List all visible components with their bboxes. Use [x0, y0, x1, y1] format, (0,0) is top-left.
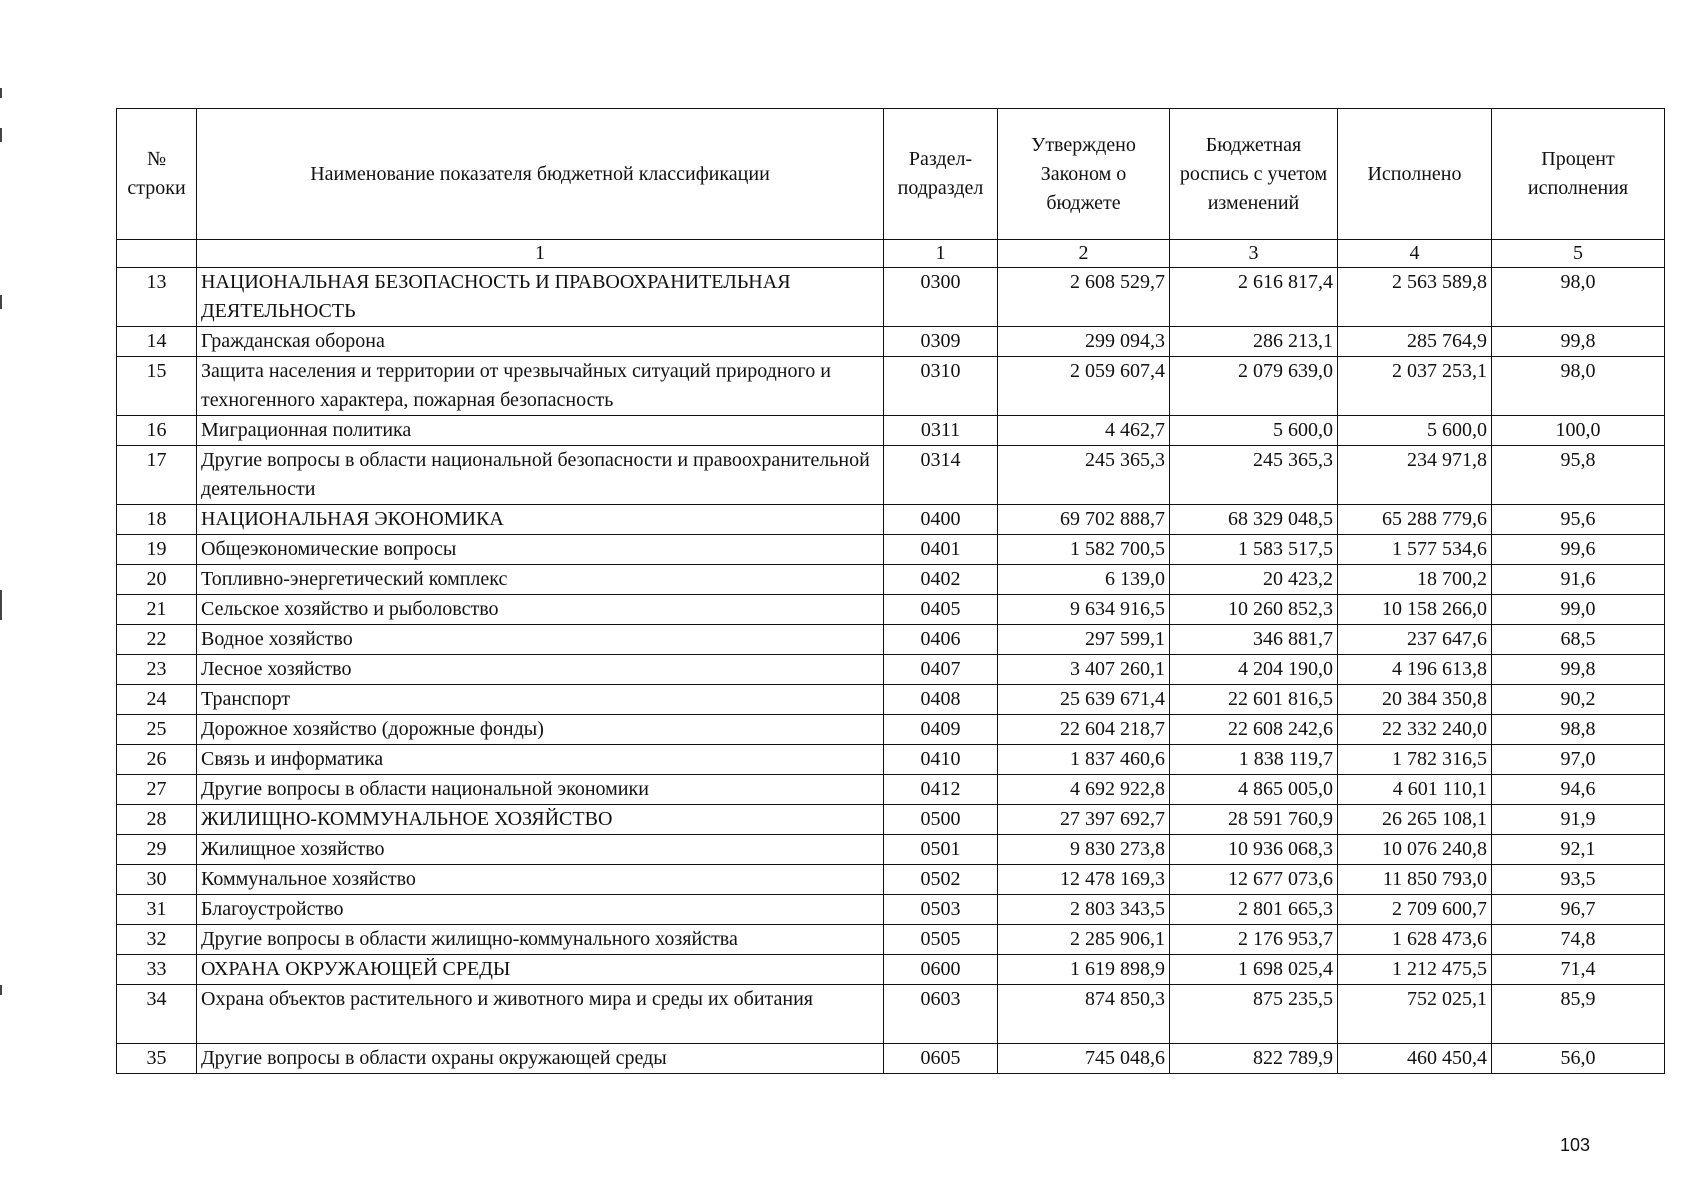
table-row — [117, 835, 1665, 865]
indicator-name: Другие вопросы в области охраны окружающей среды — [197, 1044, 884, 1074]
table-row — [117, 775, 1665, 805]
approved-amount: 874 850,3 — [998, 985, 1170, 1044]
executed-amount: 11 850 793,0 — [1338, 865, 1492, 895]
budget-amount: 10 936 068,3 — [1170, 835, 1338, 865]
section-code: 0503 — [884, 895, 998, 925]
executed-amount: 10 076 240,8 — [1338, 835, 1492, 865]
section-code: 0406 — [884, 625, 998, 655]
executed-amount: 22 332 240,0 — [1338, 715, 1492, 745]
approved-amount: 6 139,0 — [998, 565, 1170, 595]
page-number: 103 — [1560, 1135, 1591, 1155]
table-row — [117, 955, 1665, 985]
indicator-name: Гражданская оборона — [197, 327, 884, 357]
row-number: 33 — [117, 955, 197, 985]
section-code: 0309 — [884, 327, 998, 357]
row-number: 19 — [117, 535, 197, 565]
approved-amount: 25 639 671,4 — [998, 685, 1170, 715]
budget-amount: 20 423,2 — [1170, 565, 1338, 595]
execution-percent: 94,6 — [1492, 775, 1665, 805]
approved-amount: 9 830 273,8 — [998, 835, 1170, 865]
section-code: 0300 — [884, 268, 998, 327]
section-code: 0603 — [884, 985, 998, 1044]
approved-amount: 1 619 898,9 — [998, 955, 1170, 985]
execution-percent: 95,8 — [1492, 446, 1665, 505]
execution-percent: 97,0 — [1492, 745, 1665, 775]
indicator-name: Топливно-энергетический комплекс — [197, 565, 884, 595]
approved-amount: 1 582 700,5 — [998, 535, 1170, 565]
executed-amount: 460 450,4 — [1338, 1044, 1492, 1074]
execution-percent: 99,8 — [1492, 327, 1665, 357]
row-number: 13 — [117, 268, 197, 327]
indicator-name: Коммунальное хозяйство — [197, 865, 884, 895]
approved-amount: 299 094,3 — [998, 327, 1170, 357]
row-number: 34 — [117, 985, 197, 1044]
section-code: 0401 — [884, 535, 998, 565]
section-code: 0412 — [884, 775, 998, 805]
column-number — [117, 240, 197, 268]
section-code: 0409 — [884, 715, 998, 745]
execution-percent: 56,0 — [1492, 1044, 1665, 1074]
execution-percent: 91,9 — [1492, 805, 1665, 835]
budget-amount: 10 260 852,3 — [1170, 595, 1338, 625]
executed-amount: 1 782 316,5 — [1338, 745, 1492, 775]
budget-amount: 875 235,5 — [1170, 985, 1338, 1044]
row-number: 26 — [117, 745, 197, 775]
column-number-row — [117, 240, 1665, 268]
row-number: 24 — [117, 685, 197, 715]
budget-table — [116, 108, 1665, 1074]
section-code: 0405 — [884, 595, 998, 625]
executed-amount: 18 700,2 — [1338, 565, 1492, 595]
table-row — [117, 805, 1665, 835]
table-row — [117, 925, 1665, 955]
table-row — [117, 357, 1665, 416]
column-number: 1 — [197, 240, 884, 268]
indicator-name: Лесное хозяйство — [197, 655, 884, 685]
execution-percent: 99,0 — [1492, 595, 1665, 625]
execution-percent: 100,0 — [1492, 416, 1665, 446]
row-number: 25 — [117, 715, 197, 745]
executed-amount: 2 037 253,1 — [1338, 357, 1492, 416]
budget-amount: 12 677 073,6 — [1170, 865, 1338, 895]
approved-amount: 4 692 922,8 — [998, 775, 1170, 805]
approved-amount: 69 702 888,7 — [998, 505, 1170, 535]
row-number: 17 — [117, 446, 197, 505]
section-code: 0600 — [884, 955, 998, 985]
executed-amount: 65 288 779,6 — [1338, 505, 1492, 535]
table-row — [117, 985, 1665, 1044]
row-number: 23 — [117, 655, 197, 685]
row-number: 35 — [117, 1044, 197, 1074]
indicator-name: Связь и информатика — [197, 745, 884, 775]
row-number: 21 — [117, 595, 197, 625]
indicator-name: Миграционная политика — [197, 416, 884, 446]
execution-percent: 71,4 — [1492, 955, 1665, 985]
row-number: 30 — [117, 865, 197, 895]
indicator-name: Дорожное хозяйство (дорожные фонды) — [197, 715, 884, 745]
table-row — [117, 416, 1665, 446]
table-row — [117, 715, 1665, 745]
header-name: Наименование показателя бюджетной классификации — [197, 109, 884, 240]
row-number: 20 — [117, 565, 197, 595]
execution-percent: 68,5 — [1492, 625, 1665, 655]
column-number: 4 — [1338, 240, 1492, 268]
section-code: 0402 — [884, 565, 998, 595]
execution-percent: 74,8 — [1492, 925, 1665, 955]
header-section: Раздел-подраздел — [884, 109, 998, 240]
execution-percent: 91,6 — [1492, 565, 1665, 595]
section-code: 0314 — [884, 446, 998, 505]
header-executed: Исполнено — [1338, 109, 1492, 240]
table-row — [117, 865, 1665, 895]
scan-artifact — [0, 128, 2, 142]
row-number: 22 — [117, 625, 197, 655]
indicator-name: Водное хозяйство — [197, 625, 884, 655]
table-row — [117, 505, 1665, 535]
budget-amount: 22 608 242,6 — [1170, 715, 1338, 745]
execution-percent: 92,1 — [1492, 835, 1665, 865]
approved-amount: 2 285 906,1 — [998, 925, 1170, 955]
scan-artifact — [0, 88, 2, 98]
row-number: 31 — [117, 895, 197, 925]
table-row — [117, 745, 1665, 775]
budget-amount: 1 698 025,4 — [1170, 955, 1338, 985]
table-header-row — [117, 109, 1665, 240]
executed-amount: 285 764,9 — [1338, 327, 1492, 357]
budget-amount: 245 365,3 — [1170, 446, 1338, 505]
approved-amount: 745 048,6 — [998, 1044, 1170, 1074]
table-row — [117, 655, 1665, 685]
table-row — [117, 625, 1665, 655]
budget-amount: 822 789,9 — [1170, 1044, 1338, 1074]
budget-amount: 68 329 048,5 — [1170, 505, 1338, 535]
budget-amount: 1 838 119,7 — [1170, 745, 1338, 775]
section-code: 0410 — [884, 745, 998, 775]
indicator-name: Жилищное хозяйство — [197, 835, 884, 865]
section-code: 0505 — [884, 925, 998, 955]
section-code: 0502 — [884, 865, 998, 895]
execution-percent: 90,2 — [1492, 685, 1665, 715]
row-number: 28 — [117, 805, 197, 835]
budget-amount: 4 865 005,0 — [1170, 775, 1338, 805]
table-row — [117, 595, 1665, 625]
table-row — [117, 446, 1665, 505]
budget-amount: 28 591 760,9 — [1170, 805, 1338, 835]
execution-percent: 98,0 — [1492, 268, 1665, 327]
budget-amount: 2 616 817,4 — [1170, 268, 1338, 327]
table-row — [117, 268, 1665, 327]
approved-amount: 2 608 529,7 — [998, 268, 1170, 327]
executed-amount: 752 025,1 — [1338, 985, 1492, 1044]
column-number: 5 — [1492, 240, 1665, 268]
indicator-name: НАЦИОНАЛЬНАЯ БЕЗОПАСНОСТЬ И ПРАВООХРАНИТЕЛЬНАЯ ДЕЯТЕЛЬНОСТЬ — [197, 268, 884, 327]
executed-amount: 1 628 473,6 — [1338, 925, 1492, 955]
approved-amount: 12 478 169,3 — [998, 865, 1170, 895]
budget-amount: 1 583 517,5 — [1170, 535, 1338, 565]
section-code: 0605 — [884, 1044, 998, 1074]
approved-amount: 297 599,1 — [998, 625, 1170, 655]
table-row — [117, 327, 1665, 357]
indicator-name: НАЦИОНАЛЬНАЯ ЭКОНОМИКА — [197, 505, 884, 535]
table-body — [117, 268, 1665, 1074]
row-number: 29 — [117, 835, 197, 865]
budget-amount: 346 881,7 — [1170, 625, 1338, 655]
header-budget-list: Бюджетная роспись с учетом изменений — [1170, 109, 1338, 240]
executed-amount: 1 577 534,6 — [1338, 535, 1492, 565]
column-number: 2 — [998, 240, 1170, 268]
indicator-name: ОХРАНА ОКРУЖАЮЩЕЙ СРЕДЫ — [197, 955, 884, 985]
approved-amount: 1 837 460,6 — [998, 745, 1170, 775]
executed-amount: 5 600,0 — [1338, 416, 1492, 446]
indicator-name: Другие вопросы в области жилищно-коммунального хозяйства — [197, 925, 884, 955]
approved-amount: 27 397 692,7 — [998, 805, 1170, 835]
indicator-name: Другие вопросы в области национальной экономики — [197, 775, 884, 805]
scan-artifact — [0, 295, 2, 309]
table-row — [117, 535, 1665, 565]
section-code: 0311 — [884, 416, 998, 446]
table-row — [117, 1044, 1665, 1074]
executed-amount: 26 265 108,1 — [1338, 805, 1492, 835]
row-number: 32 — [117, 925, 197, 955]
approved-amount: 2 059 607,4 — [998, 357, 1170, 416]
header-approved: Утверждено Законом о бюджете — [998, 109, 1170, 240]
indicator-name: Охрана объектов растительного и животного мира и среды их обитания — [197, 985, 884, 1044]
row-number: 18 — [117, 505, 197, 535]
header-row-no: № строки — [117, 109, 197, 240]
indicator-name: ЖИЛИЩНО-КОММУНАЛЬНОЕ ХОЗЯЙСТВО — [197, 805, 884, 835]
row-number: 14 — [117, 327, 197, 357]
execution-percent: 98,0 — [1492, 357, 1665, 416]
section-code: 0501 — [884, 835, 998, 865]
execution-percent: 93,5 — [1492, 865, 1665, 895]
execution-percent: 95,6 — [1492, 505, 1665, 535]
executed-amount: 1 212 475,5 — [1338, 955, 1492, 985]
section-code: 0310 — [884, 357, 998, 416]
approved-amount: 4 462,7 — [998, 416, 1170, 446]
indicator-name: Другие вопросы в области национальной безопасности и правоохранительной деятельности — [197, 446, 884, 505]
section-code: 0408 — [884, 685, 998, 715]
executed-amount: 234 971,8 — [1338, 446, 1492, 505]
approved-amount: 2 803 343,5 — [998, 895, 1170, 925]
indicator-name: Защита населения и территории от чрезвычайных ситуаций природного и техногенного характера, пожарная безопасность — [197, 357, 884, 416]
column-number: 3 — [1170, 240, 1338, 268]
execution-percent: 98,8 — [1492, 715, 1665, 745]
section-code: 0500 — [884, 805, 998, 835]
section-code: 0400 — [884, 505, 998, 535]
budget-amount: 4 204 190,0 — [1170, 655, 1338, 685]
row-number: 27 — [117, 775, 197, 805]
approved-amount: 9 634 916,5 — [998, 595, 1170, 625]
table-row — [117, 565, 1665, 595]
approved-amount: 3 407 260,1 — [998, 655, 1170, 685]
execution-percent: 96,7 — [1492, 895, 1665, 925]
budget-amount: 22 601 816,5 — [1170, 685, 1338, 715]
executed-amount: 4 196 613,8 — [1338, 655, 1492, 685]
budget-amount: 286 213,1 — [1170, 327, 1338, 357]
indicator-name: Транспорт — [197, 685, 884, 715]
indicator-name: Сельское хозяйство и рыболовство — [197, 595, 884, 625]
executed-amount: 2 563 589,8 — [1338, 268, 1492, 327]
scan-artifact — [0, 590, 2, 620]
table-row — [117, 685, 1665, 715]
executed-amount: 237 647,6 — [1338, 625, 1492, 655]
indicator-name: Благоустройство — [197, 895, 884, 925]
budget-amount: 2 801 665,3 — [1170, 895, 1338, 925]
section-code: 0407 — [884, 655, 998, 685]
budget-amount: 2 079 639,0 — [1170, 357, 1338, 416]
header-percent: Процент исполнения — [1492, 109, 1665, 240]
executed-amount: 2 709 600,7 — [1338, 895, 1492, 925]
approved-amount: 245 365,3 — [998, 446, 1170, 505]
scan-artifact — [0, 985, 2, 995]
budget-amount: 5 600,0 — [1170, 416, 1338, 446]
executed-amount: 20 384 350,8 — [1338, 685, 1492, 715]
executed-amount: 10 158 266,0 — [1338, 595, 1492, 625]
execution-percent: 99,6 — [1492, 535, 1665, 565]
indicator-name: Общеэкономические вопросы — [197, 535, 884, 565]
execution-percent: 85,9 — [1492, 985, 1665, 1044]
table-row — [117, 895, 1665, 925]
row-number: 16 — [117, 416, 197, 446]
approved-amount: 22 604 218,7 — [998, 715, 1170, 745]
budget-amount: 2 176 953,7 — [1170, 925, 1338, 955]
column-number: 1 — [884, 240, 998, 268]
executed-amount: 4 601 110,1 — [1338, 775, 1492, 805]
row-number: 15 — [117, 357, 197, 416]
execution-percent: 99,8 — [1492, 655, 1665, 685]
